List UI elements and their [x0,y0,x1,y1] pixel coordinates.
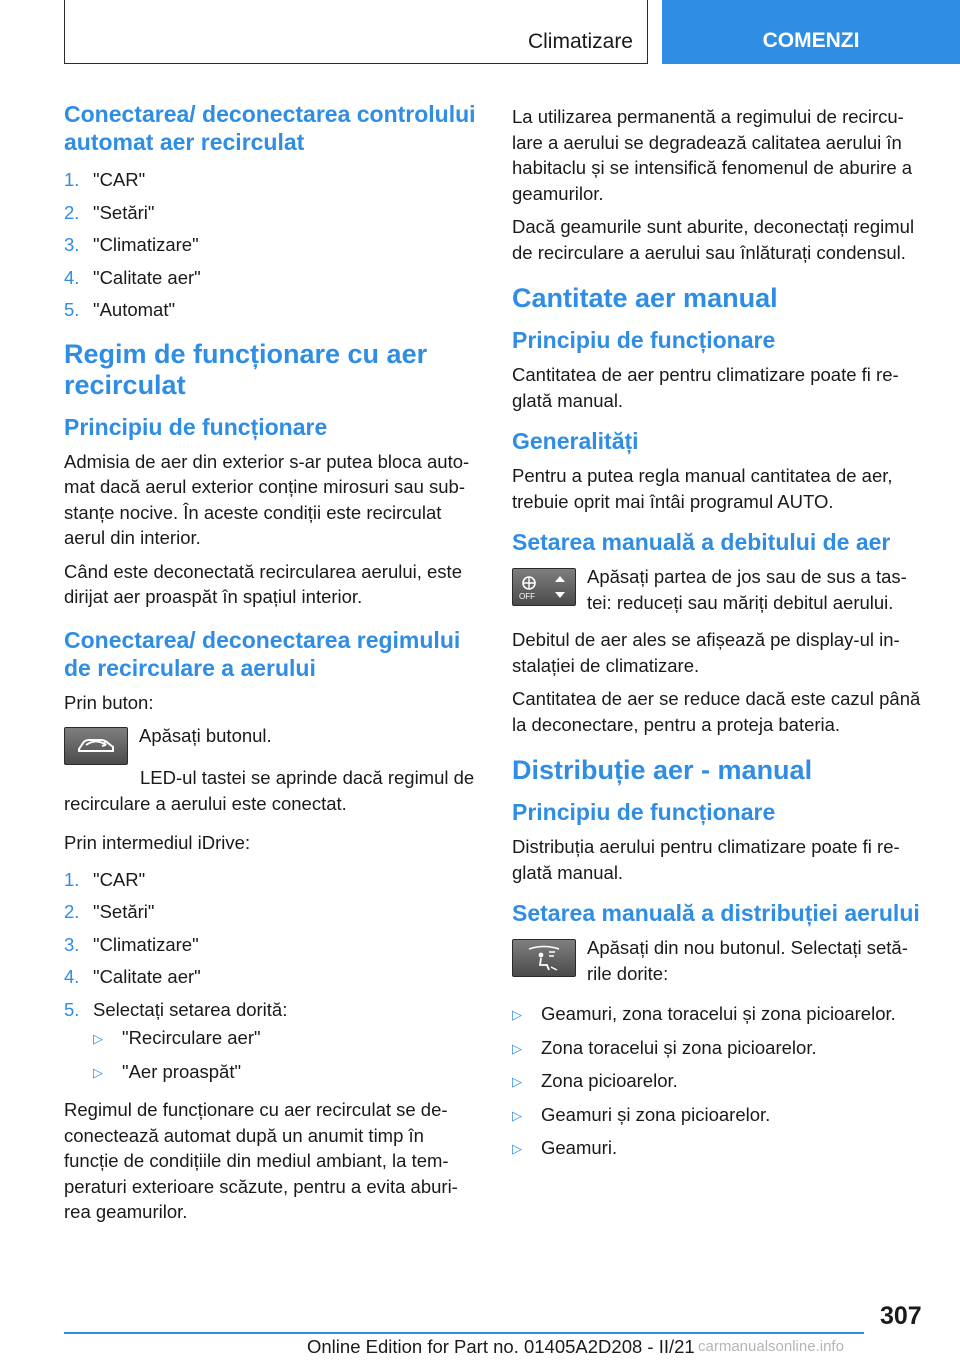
paragraph: Debitul de aer ales se afișează pe display-ul in- stalației de climatizare. [512,629,900,676]
step-number: 3. [64,234,80,255]
heading-manual-air-quantity: Cantitate aer manual [512,283,778,313]
left-column [64,100,480,1233]
fan-speed-button-icon [512,568,576,606]
step-number: 4. [64,266,80,288]
subheading-manual-distribution: Setarea manuală a distribuției aerului [512,900,920,926]
step-text: "Calitate aer" [93,266,201,288]
list-item [512,1099,932,1133]
paragraph: Apăsați partea de jos sau de sus a tas- tei: reduceți sau măriți debitul aerului. [587,566,907,613]
list-item [512,998,932,1032]
triangle-bullet-icon: ▷ [512,1107,522,1123]
step-text: "Setări" [93,901,155,922]
option-text: Zona picioarelor. [541,1070,678,1091]
option-text: Geamuri. [541,1137,618,1158]
section-tab-comenzi[interactable]: COMENZI [662,0,960,64]
options-recirc [93,1022,480,1089]
subheading-principle: Principiu de funcționare [512,327,776,353]
watermark: carmanualsonline.info [698,1338,844,1355]
list-item [64,294,480,327]
step-number: 2. [64,201,80,223]
header-box [64,0,648,64]
air-distribution-button-icon [512,939,576,977]
option-text: Geamuri și zona picioarelor. [541,1103,771,1125]
paragraph: Când este deconectată recircularea aerului, este dirijat aer proaspăt în spațiul interior. [64,560,462,607]
step-text: "Climatizare" [93,933,199,955]
paragraph: Apăsați butonul. [139,725,272,746]
distribution-button-row [512,935,932,986]
step-number: 5. [64,998,80,1020]
list-item [64,164,480,197]
paragraph: Dacă geamurile sunt aburite, deconectați regimul de recirculare a aerului sau înlăturați condensul. [512,216,915,263]
step-number: 5. [64,299,80,320]
list-item [512,1132,932,1166]
paragraph: La utilizarea permanentă a regimului de recircu- lare a aerului se degradează calitatea aerului în habitaclu și se intensifică fenomenul de aburire a geamurilor. [512,106,913,204]
list-item [512,1065,932,1099]
list-item [64,262,480,295]
list-item [64,229,480,262]
paragraph: Cantitatea de aer pentru climatizare poate fi re- glată manual. [512,364,899,411]
triangle-bullet-icon: ▷ [93,1064,103,1080]
option-text: Zona toracelui și zona picioarelor. [541,1036,817,1058]
triangle-bullet-icon: ▷ [93,1031,103,1046]
heading-recirc-mode: Regim de funcționare cu aer recirculat [64,338,428,400]
step-number: 4. [64,966,80,987]
step-text: "Setări" [93,201,155,223]
step-text: Selectați setarea dorită: [93,998,288,1020]
step-number: 1. [64,868,80,890]
paragraph: Apăsați din nou butonul. Selectați setă- rile dorite: [587,937,908,984]
option-text: "Aer proaspăt" [122,1060,242,1082]
steps-auto-recirc [64,164,480,327]
paragraph: Admisia de aer din exterior s-ar putea bloca auto- mat dacă aerul exterior conține mirosuri sau sub- stanțe nocive. În aceste condiții este recirculat aerul din interior. [64,450,470,548]
heading-air-distribution: Distribuție aer - manual [512,755,813,785]
step-number: 1. [64,169,80,190]
step-text: "Automat" [93,299,176,320]
step-text: "Climatizare" [93,234,199,255]
recirculation-button-icon [64,727,128,765]
subheading-general: Generalități [512,428,639,454]
heading-recirc-toggle: Conectarea/ deconectarea regimului de recirculare a aerului [64,626,461,681]
step-number: 2. [64,901,80,922]
footer-divider [64,1332,864,1334]
heading-auto-recirc: Conectarea/ deconectarea controlului automat aer recirculat [64,101,476,155]
recirc-button-row [64,723,480,765]
paragraph: Pentru a putea regla manual cantitatea de aer, trebuie oprit mai întâi programul AUTO. [512,465,893,512]
list-item [64,896,480,929]
list-item [93,1056,480,1090]
triangle-bullet-icon: ▷ [512,1141,522,1156]
subheading-principle: Principiu de funcționare [512,799,776,825]
step-text: "CAR" [93,868,146,890]
options-distribution [512,998,932,1166]
paragraph: Regimul de funcționare cu aer recirculat se de- conectează automat după un anumit timp în funcție de condițiile din mediul ambiant, la tem- peraturi exterioare scăzute, pentru a evita aburi- rea geamurilor. [64,1099,458,1222]
paragraph: Cantitatea de aer se reduce dacă este cazul până la deconectare, pentru a proteja bateria. [512,688,921,735]
paragraph: Distribuția aerului pentru climatizare poate fi re- glată manual. [512,836,900,883]
triangle-bullet-icon: ▷ [512,1040,522,1056]
option-text: Geamuri, zona toracelui și zona picioarelor. [541,1003,896,1024]
edition-note: Online Edition for Part no. 01405A2D208 - II/21 [307,1336,695,1357]
page-number: 307 [880,1302,922,1330]
step-text: "Calitate aer" [93,966,201,987]
list-item [93,1022,480,1056]
list-item [512,1032,932,1066]
right-column [512,104,932,1174]
triangle-bullet-icon: ▷ [512,1007,522,1022]
steps-recirc-idrive [64,864,480,1027]
fan-button-row [512,564,932,615]
chapter-title: Climatizare [527,30,633,53]
option-text: "Recirculare aer" [122,1027,261,1048]
paragraph: Prin intermediul iDrive: [64,832,251,853]
subheading-principle: Principiu de funcționare [64,413,328,440]
triangle-bullet-icon: ▷ [512,1074,522,1089]
fan-off-label: OFF [519,592,535,601]
paragraph: Prin buton: [64,691,154,713]
list-item [64,197,480,230]
subheading-manual-airflow: Setarea manuală a debitului de aer [512,529,891,555]
list-item [64,864,480,897]
paragraph: LED-ul tastei se aprinde dacă regimul de recirculare a aerului este conectat. [64,767,475,814]
step-text: "CAR" [93,169,146,190]
list-item [64,961,480,994]
list-item [64,929,480,962]
step-number: 3. [64,933,80,955]
